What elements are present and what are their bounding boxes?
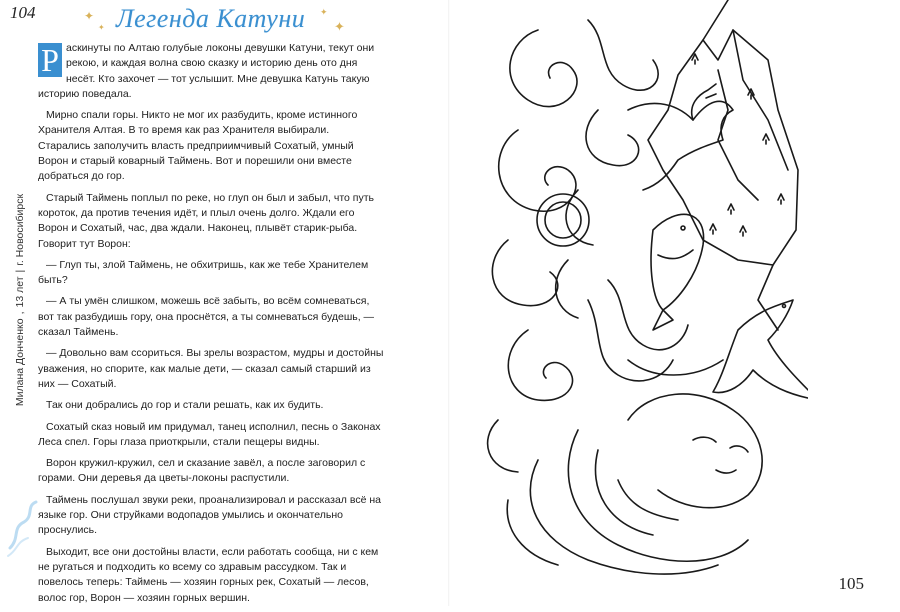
author-age: 13 лет [14,276,26,308]
story-paragraph: Выходит, все они достойны власти, если работать сообща, ни с кем не ругаться и подходить ко всему со здравым рассудком. Так и повелось теперь: Таймень — хозяин горных рек, Сохатый — лесов, волос гор, Ворон — хозяин горных вершин. [38,545,379,604]
right-page-number: 105 [838,574,864,593]
sparkle-icon: ✦ [98,23,105,32]
story-paragraph: — Довольно вам ссориться. Вы зрелы возрастом, мудры и достойны уважения, но спорите, как малые дети, — сказал самый старший из них — Сохатый. [38,347,384,390]
story-paragraph: Мирно спали горы. Никто не мог их разбудить, кроме истинного Хранителя Алтая. В то время как раз Хранителя выбирали. Старались заполучить власть предприимчивый Сохатый, умный Ворон и старый коварный Таймень. Вот и порешили они вместе добраться до гор. [38,109,358,183]
opening-paragraph [38,41,384,102]
story-paragraph: Таймень послушал звуки реки, проанализировал и рассказал всё на языке гор. Они струйками водопадов умылись и окончательно проснулись. [38,493,381,537]
author-name: Милана Донченко [14,318,26,407]
story-paragraph: — А ты умён слишком, можешь всё забыть, во всём сомневаться, вот так разбудишь гору, она проснётся, а ты сомневаться будешь, — сказал Таймень. [38,295,375,339]
left-page-number: 104 [10,3,36,22]
story-paragraph: Ворон кружил-кружил, сел и сказание завёл, а после заговорил с горами. Они деревья да цветы-локоны распустили. [38,457,366,485]
author-city: г. Новосибирск [14,193,26,266]
story-text [38,41,384,612]
story-paragraph: — Глуп ты, злой Таймень, не обхитришь, как же тебе Хранителем быть? [38,258,369,287]
story-paragraph: Сохатый сказ новый им придумал, танец исполнил, песнь о Законах Леса спел. Горы глаза приоткрыли, стали пещеры видны. [38,420,381,448]
story-title: Легенда Катуни [116,4,306,33]
line-art-illustration [478,0,808,590]
wave-ornament-icon [6,498,42,558]
opening-text: аскинуты по Алтаю голубые локоны девушки Катуни, текут они рекою, и каждая волна свою сказку и историю день ото дня несёт. Кто захочет — тот услышит. Мне девушка Катунь такую историю поведала. [38,42,375,100]
drop-cap: Р [38,43,62,77]
left-page [0,0,450,606]
author-credit: Милана Донченко,13 лет|г. Новосибирск [14,193,26,407]
sparkle-icon: ✦ [334,19,345,34]
story-paragraph: Так они добрались до гор и стали решать, как их будить. [46,399,324,412]
story-paragraph: Старый Таймень поплыл по реке, но глуп он был и забыл, что путь короток, да против течения идёт, и плыл очень долго. Ждали его Ворон и Сохатый, час, два ждали. Наконец, плывёт старик-рыба. Говорит тут Ворон: [38,191,374,250]
sparkle-icon: ✦ [84,9,95,23]
sparkle-icon: ✦ [320,7,328,17]
